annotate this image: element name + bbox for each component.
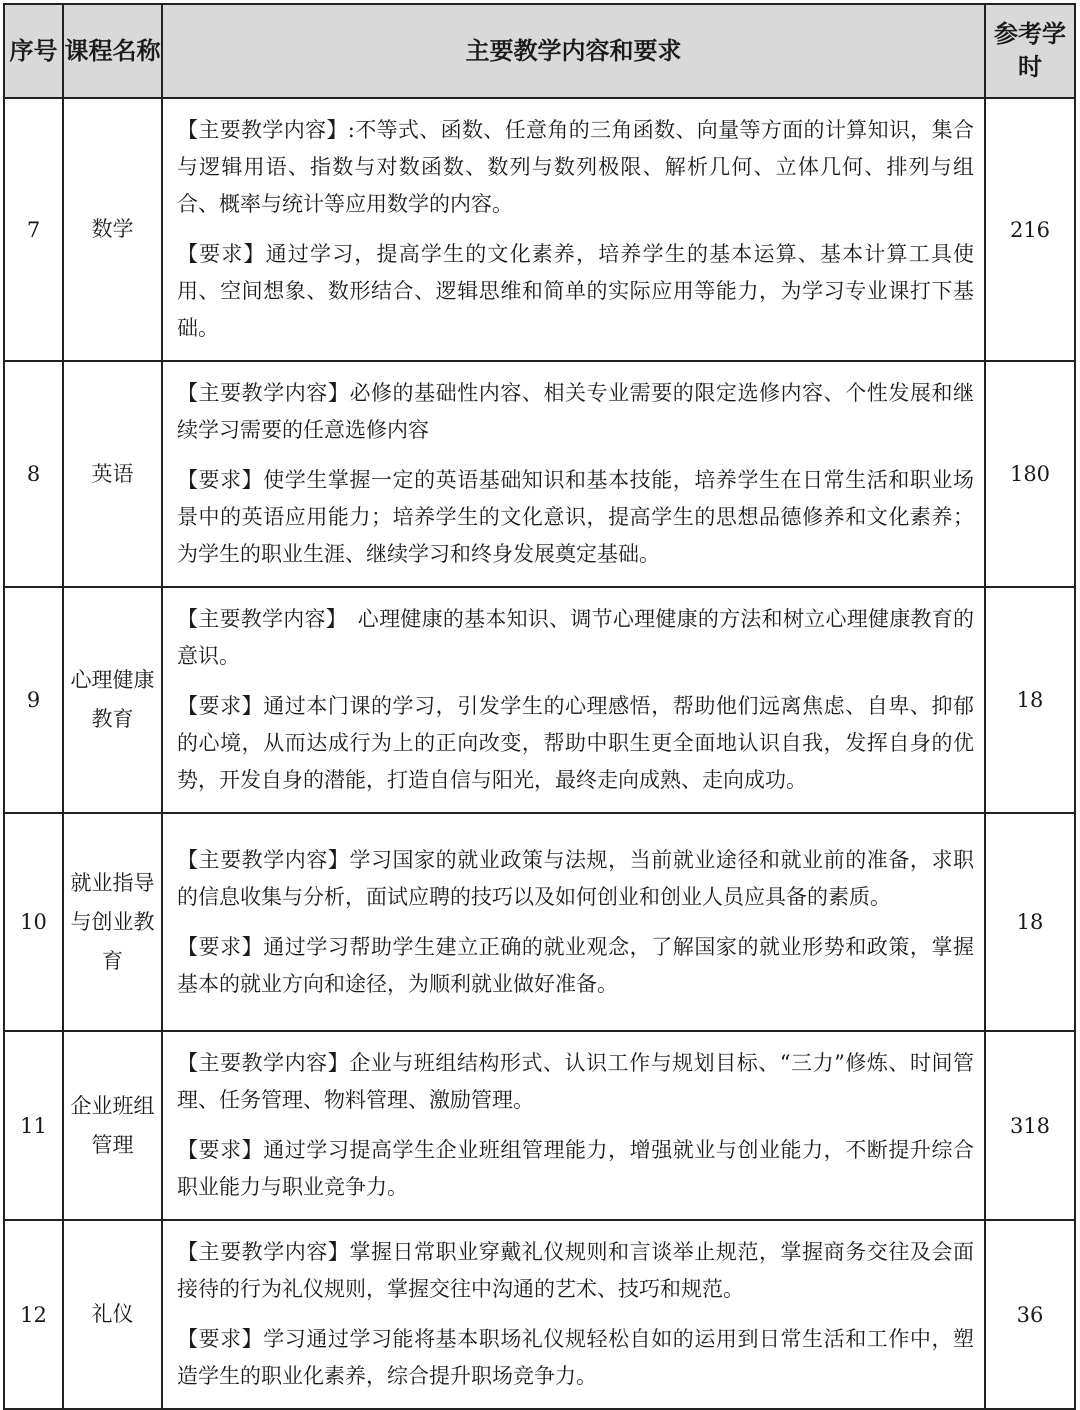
serial-number: 8: [4, 361, 63, 587]
course-content-cell: [162, 813, 985, 1031]
serial-number: 9: [4, 587, 63, 813]
requirements: 【要求】通过本门课的学习，引发学生的心理感悟，帮助他们远离焦虑、自卑、抑郁的心境，从而达成行为上的正向改变，帮助中职生更全面地认识自我，发挥自身的优势，开发自身的潜能，打造自信与阳光，最终走向成熟、走向成功。: [177, 694, 974, 792]
reference-hours: 318: [985, 1031, 1075, 1220]
course-content-cell: [162, 361, 985, 587]
main-teaching-content: 【主要教学内容】:不等式、函数、任意角的三角函数、向量等方面的计算知识，集合与逻辑用语、指数与对数函数、数列与数列极限、解析几何、立体几何、排列与组合、概率与统计等应用数学的内容。: [177, 118, 974, 216]
table-row: [4, 98, 1075, 361]
requirements: 【要求】通过学习帮助学生建立正确的就业观念，了解国家的就业形势和政策，掌握基本的就业方向和途径，为顺利就业做好准备。: [177, 934, 974, 996]
serial-number: 7: [4, 98, 63, 361]
main-teaching-content: 【主要教学内容】企业与班组结构形式、认识工作与规划目标、“三力”修炼、时间管理、任务管理、物料管理、激励管理。: [177, 1051, 974, 1112]
reference-hours: 18: [985, 587, 1075, 813]
course-name: 就业指导与创业教育: [63, 813, 162, 1031]
course-name: 英语: [63, 361, 162, 587]
main-teaching-content: 【主要教学内容】学习国家的就业政策与法规，当前就业途径和就业前的准备，求职的信息收集与分析，面试应聘的技巧以及如何创业和创业人员应具备的素质。: [177, 847, 974, 909]
table-row: [4, 587, 1075, 813]
course-name: 心理健康教育: [63, 587, 162, 813]
header-reference-hours: 参考学时: [985, 4, 1075, 98]
course-content-cell: [162, 98, 985, 361]
serial-number: 10: [4, 813, 63, 1031]
table-row: [4, 361, 1075, 587]
requirements: 【要求】通过学习，提高学生的文化素养，培养学生的基本运算、基本计算工具使用、空间想象、数形结合、逻辑思维和简单的实际应用等能力，为学习专业课打下基础。: [177, 242, 974, 340]
requirements: 【要求】学习通过学习能将基本职场礼仪规轻松自如的运用到日常生活和工作中，塑造学生的职业化素养，综合提升职场竞争力。: [177, 1327, 974, 1388]
course-content-cell: [162, 1220, 985, 1409]
reference-hours: 180: [985, 361, 1075, 587]
table-row: [4, 1220, 1075, 1409]
curriculum-table: [3, 3, 1076, 1410]
header-course-name: 课程名称: [63, 4, 162, 98]
main-teaching-content: 【主要教学内容】 心理健康的基本知识、调节心理健康的方法和树立心理健康教育的意识。: [177, 607, 974, 668]
header-content-requirements: 主要教学内容和要求: [162, 4, 985, 98]
reference-hours: 216: [985, 98, 1075, 361]
course-content-cell: [162, 587, 985, 813]
header-row: [4, 4, 1075, 98]
serial-number: 11: [4, 1031, 63, 1220]
course-name: 企业班组管理: [63, 1031, 162, 1220]
table-row: [4, 1031, 1075, 1220]
main-teaching-content: 【主要教学内容】掌握日常职业穿戴礼仪规则和言谈举止规范，掌握商务交往及会面接待的行为礼仪规则，掌握交往中沟通的艺术、技巧和规范。: [177, 1240, 974, 1301]
requirements: 【要求】使学生掌握一定的英语基础知识和基本技能，培养学生在日常生活和职业场景中的英语应用能力；培养学生的文化意识，提高学生的思想品德修养和文化素养；为学生的职业生涯、继续学习和终身发展奠定基础。: [177, 468, 974, 566]
course-name: 数学: [63, 98, 162, 361]
serial-number: 12: [4, 1220, 63, 1409]
course-name: 礼仪: [63, 1220, 162, 1409]
main-teaching-content: 【主要教学内容】必修的基础性内容、相关专业需要的限定选修内容、个性发展和继续学习需要的任意选修内容: [177, 381, 974, 442]
reference-hours: 18: [985, 813, 1075, 1031]
header-serial-number: 序号: [4, 4, 63, 98]
course-content-cell: [162, 1031, 985, 1220]
requirements: 【要求】通过学习提高学生企业班组管理能力，增强就业与创业能力，不断提升综合职业能力与职业竞争力。: [177, 1138, 974, 1199]
table-row: [4, 813, 1075, 1031]
reference-hours: 36: [985, 1220, 1075, 1409]
